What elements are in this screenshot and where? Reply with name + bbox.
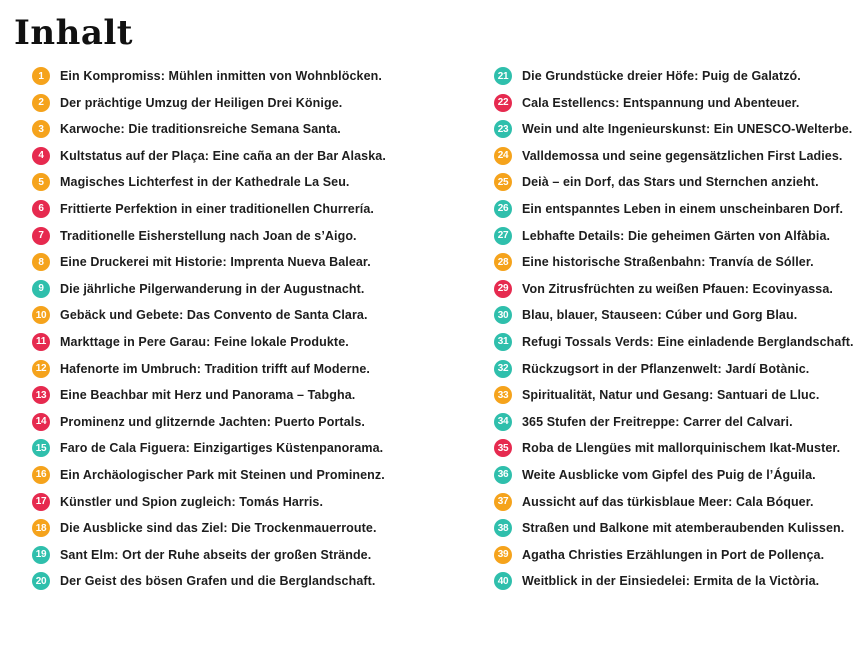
toc-item — [32, 360, 494, 378]
item-number-badge: 29 — [494, 280, 512, 298]
item-title: Der Geist des bösen Grafen und die Berglandschaft. — [60, 574, 376, 589]
item-title: Ein Kompromiss: Mühlen inmitten von Wohnblöcken. — [60, 69, 382, 83]
item-title: Roba de Llengües mit mallorquinischem Ikat-Muster. — [522, 441, 841, 456]
item-title: Straßen und Balkone mit atemberaubenden Kulissen. — [522, 521, 845, 536]
item-number-badge: 7 — [32, 227, 50, 245]
item-title: Der prächtige Umzug der Heiligen Drei Könige. — [60, 95, 343, 110]
item-number-badge: 38 — [494, 519, 512, 537]
item-title: Rückzugsort in der Pflanzenwelt: Jardí Botànic. — [522, 361, 810, 376]
toc-item — [494, 253, 863, 271]
item-number-badge: 23 — [494, 120, 512, 138]
item-title: Prominenz und glitzernde Jachten: Puerto Portals. — [60, 414, 365, 429]
toc-item — [32, 439, 494, 457]
toc-item — [32, 386, 494, 404]
toc-item — [32, 572, 494, 590]
item-number-badge: 14 — [32, 413, 50, 431]
item-title: Blau, blauer, Stauseen: Cúber und Gorg Blau. — [522, 308, 798, 323]
item-title: Weitblick in der Einsiedelei: Ermita de la Victòria. — [522, 574, 820, 589]
toc-item — [494, 227, 863, 245]
toc-item — [494, 280, 863, 298]
item-title: Eine Druckerei mit Historie: Imprenta Nueva Balear. — [60, 255, 371, 270]
item-number-badge: 22 — [494, 94, 512, 112]
item-title: Weite Ausblicke vom Gipfel des Puig de l’Águila. — [522, 467, 816, 482]
item-number-badge: 17 — [32, 493, 50, 511]
toc-item — [494, 519, 863, 537]
item-number-badge: 34 — [494, 413, 512, 431]
toc-item — [32, 546, 494, 564]
toc-item — [32, 200, 494, 218]
item-title: Eine Beachbar mit Herz und Panorama – Tabgha. — [60, 388, 356, 403]
toc-item — [494, 386, 863, 404]
toc-item — [494, 546, 863, 564]
item-number-badge: 18 — [32, 519, 50, 537]
item-title: Eine historische Straßenbahn: Tranvía de Sóller. — [522, 255, 814, 270]
item-number-badge: 39 — [494, 546, 512, 564]
item-title: Deià – ein Dorf, das Stars und Sternchen anzieht. — [522, 175, 819, 190]
item-number-badge: 15 — [32, 439, 50, 457]
item-number-badge: 25 — [494, 173, 512, 191]
toc-item — [494, 200, 863, 218]
toc-item — [494, 439, 863, 457]
toc-item — [494, 120, 863, 138]
item-number-badge: 33 — [494, 386, 512, 404]
item-title: Von Zitrusfrüchten zu weißen Pfauen: Ecovinyassa. — [522, 281, 833, 296]
item-number-badge: 5 — [32, 173, 50, 191]
toc-item — [32, 333, 494, 351]
toc-columns — [0, 50, 863, 599]
toc-item — [32, 173, 494, 191]
page-title: Inhalt — [14, 13, 133, 53]
item-number-badge: 24 — [494, 147, 512, 165]
toc-item — [494, 493, 863, 511]
item-number-badge: 31 — [494, 333, 512, 351]
item-number-badge: 16 — [32, 466, 50, 484]
item-title: Valldemossa und seine gegensätzlichen First Ladies. — [522, 148, 843, 163]
item-title: Aussicht auf das türkisblaue Meer: Cala Bóquer. — [522, 494, 814, 509]
toc-item — [32, 413, 494, 431]
toc-item — [32, 94, 494, 112]
item-title: Markttage in Pere Garau: Feine lokale Produkte. — [60, 334, 349, 349]
toc-item — [32, 147, 494, 165]
toc-item — [494, 147, 863, 165]
item-number-badge: 28 — [494, 253, 512, 271]
item-number-badge: 12 — [32, 360, 50, 378]
item-title: Karwoche: Die traditionsreiche Semana Santa. — [60, 122, 341, 137]
item-title: Spiritualität, Natur und Gesang: Santuari de Lluc. — [522, 388, 820, 403]
toc-item — [32, 493, 494, 511]
item-title: Kultstatus auf der Plaça: Eine caña an der Bar Alaska. — [60, 148, 386, 163]
item-number-badge: 9 — [32, 280, 50, 298]
item-title: Die jährliche Pilgerwanderung in der Augustnacht. — [60, 281, 365, 296]
item-title: 365 Stufen der Freitreppe: Carrer del Calvari. — [522, 414, 793, 429]
toc-item — [32, 120, 494, 138]
item-number-badge: 6 — [32, 200, 50, 218]
item-title: Magisches Lichterfest in der Kathedrale La Seu. — [60, 175, 350, 190]
item-title: Ein entspanntes Leben in einem unscheinbaren Dorf. — [522, 201, 844, 216]
item-number-badge: 21 — [494, 67, 512, 85]
item-number-badge: 36 — [494, 466, 512, 484]
item-number-badge: 13 — [32, 386, 50, 404]
item-title: Hafenorte im Umbruch: Tradition trifft auf Moderne. — [60, 361, 370, 376]
toc-item — [494, 94, 863, 112]
item-number-badge: 19 — [32, 546, 50, 564]
toc-item — [494, 306, 863, 324]
toc-item — [494, 413, 863, 431]
toc-item — [494, 466, 863, 484]
item-number-badge: 32 — [494, 360, 512, 378]
toc-item — [494, 572, 863, 590]
item-number-badge: 2 — [32, 94, 50, 112]
item-title: Cala Estellencs: Entspannung und Abenteuer. — [522, 95, 800, 110]
item-title: Lebhafte Details: Die geheimen Gärten von Alfàbia. — [522, 228, 831, 243]
toc-item — [32, 280, 494, 298]
toc-item — [32, 519, 494, 537]
item-number-badge: 4 — [32, 147, 50, 165]
item-number-badge: 40 — [494, 572, 512, 590]
item-number-badge: 10 — [32, 306, 50, 324]
toc-item — [494, 173, 863, 191]
item-number-badge: 37 — [494, 493, 512, 511]
item-number-badge: 11 — [32, 333, 50, 351]
item-title: Frittierte Perfektion in einer traditionellen Churrería. — [60, 201, 374, 216]
toc-item — [32, 227, 494, 245]
item-number-badge: 20 — [32, 572, 50, 590]
item-number-badge: 27 — [494, 227, 512, 245]
item-title: Faro de Cala Figuera: Einzigartiges Küstenpanorama. — [60, 441, 384, 456]
item-title: Ein Archäologischer Park mit Steinen und Prominenz. — [60, 467, 385, 482]
item-number-badge: 30 — [494, 306, 512, 324]
item-title: Refugi Tossals Verds: Eine einladende Berglandschaft. — [522, 334, 854, 349]
toc-item — [494, 67, 863, 85]
item-title: Wein und alte Ingenieurskunst: Ein UNESCO-Welterbe. — [522, 122, 853, 137]
item-title: Sant Elm: Ort der Ruhe abseits der großen Strände. — [60, 547, 372, 562]
toc-item — [494, 360, 863, 378]
item-title: Gebäck und Gebete: Das Convento de Santa Clara. — [60, 308, 368, 323]
toc-item — [32, 466, 494, 484]
item-title: Die Ausblicke sind das Ziel: Die Trockenmauerroute. — [60, 521, 377, 536]
toc-item — [32, 253, 494, 271]
toc-column-right — [494, 67, 863, 599]
toc-item — [32, 306, 494, 324]
item-number-badge: 26 — [494, 200, 512, 218]
item-number-badge: 35 — [494, 439, 512, 457]
toc-item — [32, 67, 494, 85]
item-number-badge: 8 — [32, 253, 50, 271]
item-title: Agatha Christies Erzählungen in Port de Pollença. — [522, 547, 825, 562]
item-title: Traditionelle Eisherstellung nach Joan de s’Aigo. — [60, 228, 357, 243]
item-number-badge: 1 — [32, 67, 50, 85]
toc-item — [494, 333, 863, 351]
toc-column-left — [32, 67, 494, 599]
item-title: Die Grundstücke dreier Höfe: Puig de Galatzó. — [522, 69, 801, 83]
item-title: Künstler und Spion zugleich: Tomás Harris. — [60, 494, 324, 509]
item-number-badge: 3 — [32, 120, 50, 138]
